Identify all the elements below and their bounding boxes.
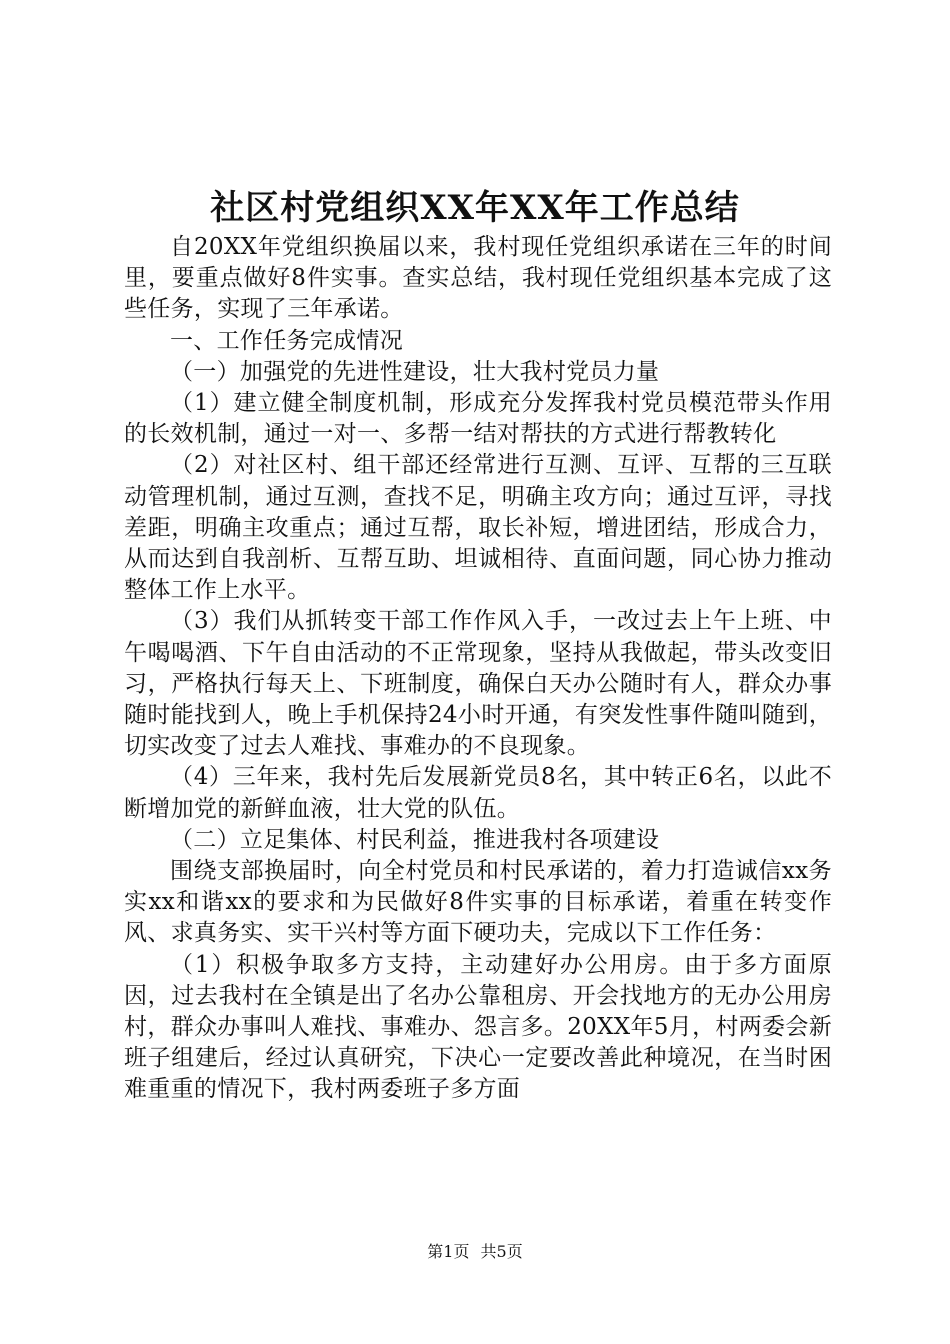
paragraph-commitment: 围绕支部换届时，向全村党员和村民承诺的，着力打造诚信xx务实xx和谐xx的要求和为民做好8件实事的目标承诺，着重在转变作风、求真务实、实干兴村等方面下硬功夫，完成以下工作任务： [124,858,832,947]
section-heading-1: 一、工作任务完成情况 [170,327,403,354]
subsection-heading-1: （一）加强党的先进性建设，壮大我村党员力量 [170,358,660,385]
page-number: 第1页 [427,1242,470,1261]
paragraph-item-1: （1）建立健全制度机制，形成充分发挥我村党员模范带头作用的长效机制，通过一对一、多帮一结对帮扶的方式进行帮教转化 [124,390,832,448]
paragraph-item-2: （2）对社区村、组干部还经常进行互测、互评、互帮的三互联动管理机制，通过互测，查找不足，明确主攻方向；通过互评，寻找差距，明确主攻重点；通过互帮，取长补短，增进团结，形成合力，从而达到自我剖析、互帮互助、坦诚相待、直面问题，同心协力推动整体工作上水平。 [124,452,832,604]
page-total: 共5页 [480,1242,523,1261]
subsection-heading-2: （二）立足集体、村民利益，推进我村各项建设 [170,826,660,853]
page-footer [0,1241,950,1263]
paragraph-intro: 自20XX年党组织换届以来，我村现任党组织承诺在三年的时间里，要重点做好8件实事。查实总结，我村现任党组织基本完成了这些任务，实现了三年承诺。 [124,234,832,323]
paragraph-office-item: （1）积极争取多方支持，主动建好办公用房。由于多方面原因，过去我村在全镇是出了名办公靠租房、开会找地方的无办公用房村，群众办事叫人难找、事难办、怨言多。20XX年5月，村两委会新班子组建后，经过认真研究，下决心一定要改善此种境况，在当时困难重重的情况下，我村两委班子多方面 [124,951,832,1103]
document-body [124,232,832,1106]
document-title: 社区村党组织XX年XX年工作总结 [210,188,740,228]
paragraph-item-3: （3）我们从抓转变干部工作作风入手，一改过去上午上班、中午喝喝酒、下午自由活动的不正常现象，坚持从我做起，带头改变旧习，严格执行每天上、下班制度，确保白天办公随时有人，群众办事随时能找到人，晚上手机保持24小时开通，有突发性事件随叫随到，切实改变了过去人难找、事难办的不良现象。 [124,608,832,760]
paragraph-item-4: （4）三年来，我村先后发展新党员8名，其中转正6名，以此不断增加党的新鲜血液，壮大党的队伍。 [124,764,832,822]
